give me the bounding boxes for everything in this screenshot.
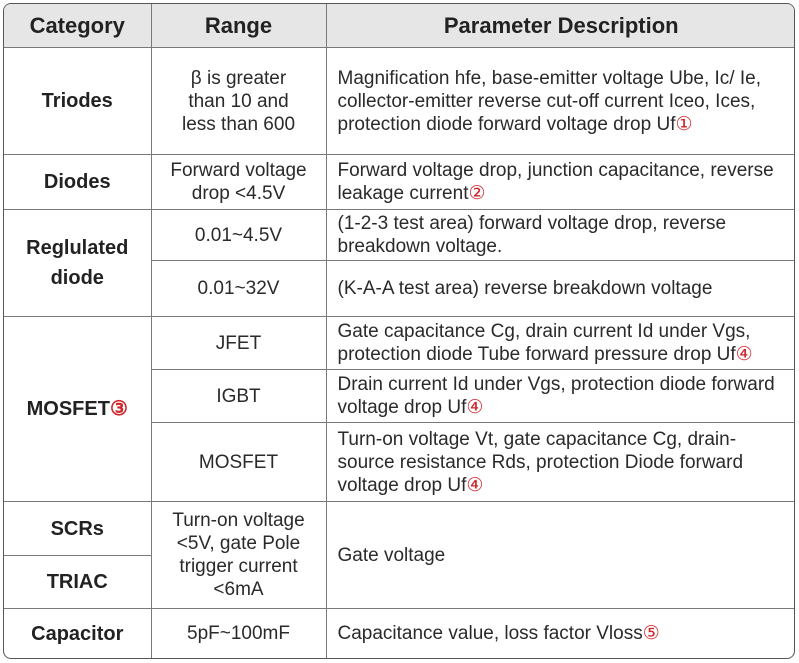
range-scr-triac <box>151 502 326 609</box>
description-text: Magnification hfe, base-emitter voltage Ube, Ic/ Ie, collector-emitter reverse cut-off current Iceo, Ices, protection diode forward voltage drop Uf <box>337 67 761 135</box>
description-text: Forward voltage drop, junction capacitance, reverse leakage current <box>337 160 774 204</box>
description-regulated-1: (1-2-3 test area) forward voltage drop, reverse breakdown voltage. <box>326 210 795 261</box>
description-text: Turn-on voltage Vt, gate capacitance Cg, drain-source resistance Rds, protection Diode forward voltage drop Uf <box>337 428 744 496</box>
description-diodes <box>326 155 795 210</box>
note-marker: ④ <box>466 474 484 496</box>
range-diodes: Forward voltage drop <4.5V <box>151 155 326 210</box>
table-row-capacitor <box>4 609 795 659</box>
range-mosfet: MOSFET <box>151 423 326 502</box>
description-regulated-2: (K-A-A test area) reverse breakdown voltage <box>326 261 795 317</box>
note-marker: ④ <box>466 397 484 418</box>
header-description: Parameter Description <box>326 4 795 48</box>
description-text: Capacitance value, loss factor Vloss <box>337 623 643 644</box>
note-marker: ① <box>675 113 693 135</box>
range-igbt: IGBT <box>151 370 326 423</box>
range-triodes <box>151 48 326 155</box>
header-category: Category <box>4 4 151 48</box>
parameter-table <box>4 4 795 658</box>
parameter-table-frame <box>3 3 795 659</box>
note-marker: ② <box>468 183 486 204</box>
range-jfet: JFET <box>151 317 326 370</box>
description-scr-triac: Gate voltage <box>326 502 795 609</box>
range-regulated-1: 0.01~4.5V <box>151 210 326 261</box>
category-capacitor: Capacitor <box>4 609 151 659</box>
category-triac: TRIAC <box>4 556 151 609</box>
range-text: Turn-on voltage <5V, gate Pole trigger current <6mA <box>172 510 305 600</box>
category-diodes: Diodes <box>4 155 151 210</box>
note-marker: ③ <box>109 398 128 420</box>
range-text: β is greater than 10 and less than 600 <box>181 67 296 135</box>
category-text: Reglulated diode <box>26 237 129 289</box>
description-text: Drain current Id under Vgs, protection diode forward voltage drop Uf <box>337 374 775 418</box>
table-row-mosfet-jfet <box>4 317 795 370</box>
note-marker: ④ <box>735 344 753 365</box>
table-row-diodes <box>4 155 795 210</box>
description-jfet <box>326 317 795 370</box>
category-scr: SCRs <box>4 502 151 556</box>
range-capacitor: 5pF~100mF <box>151 609 326 659</box>
category-triodes: Triodes <box>4 48 151 155</box>
table-row-triodes <box>4 48 795 155</box>
description-triodes <box>326 48 795 155</box>
table-row-scr <box>4 502 795 556</box>
description-capacitor <box>326 609 795 659</box>
header-range: Range <box>151 4 326 48</box>
header-row <box>4 4 795 48</box>
range-regulated-2: 0.01~32V <box>151 261 326 317</box>
table-row-regulated-1 <box>4 210 795 261</box>
category-regulated-diode <box>4 210 151 317</box>
note-marker: ⑤ <box>642 623 660 644</box>
description-mosfet <box>326 423 795 502</box>
category-mosfet <box>4 317 151 502</box>
description-igbt <box>326 370 795 423</box>
category-text: MOSFET <box>26 398 110 420</box>
description-text: Gate capacitance Cg, drain current Id under Vgs, protection diode Tube forward pressure drop Uf <box>337 321 751 365</box>
